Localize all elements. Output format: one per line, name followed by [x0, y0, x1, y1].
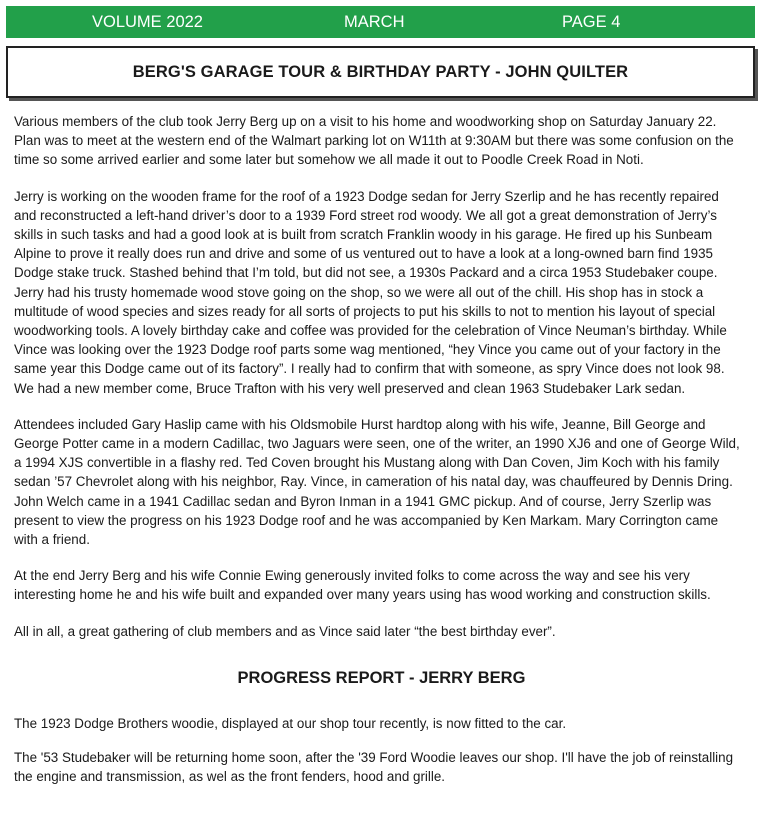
article-title: BERG'S GARAGE TOUR & BIRTHDAY PARTY - JOHN QUILTER [132, 62, 629, 81]
article-paragraph-4: At the end Jerry Berg and his wife Connie Ewing generously invited folks to come across the way and see his very interesting home he and his wife built and expanded over many years using has wood working and construction skills. [14, 568, 711, 603]
progress-paragraph-1: The 1923 Dodge Brothers woodie, displayed at our shop tour recently, is now fitted to the car. [14, 716, 567, 732]
article-body [14, 112, 744, 787]
section-title-progress-report: PROGRESS REPORT - JERRY BERG [237, 668, 526, 687]
article-paragraph-1: Various members of the club took Jerry Berg up on a visit to his home and woodworking shop on Saturday January 22. Plan was to meet at the western end of the Walmart parking lot on W11th at 9:30AM but there was some confusion on the time so some arrived earlier and some later but somehow we all made it out to Poodle Creek Road in Noti. [14, 114, 734, 168]
article-paragraph-5: All in all, a great gathering of club members and as Vince said later “the best birthday ever”. [14, 623, 556, 639]
article-paragraph-2: Jerry is working on the wooden frame for the roof of a 1923 Dodge sedan for Jerry Szerlip and he has recently repaired and reconstructed a left-hand driver’s door to a 1939 Ford street rod woody. We all got a great demonstration of Jerry’s skills in such tasks and had a good look at is built from scratch Franklin woody in his garage. He fired up his Sunbeam Alpine to prove it really does run and drive and some of us ventured out to have a look at a long-owned barn find 1935 Dodge stake truck. Stashed behind that I’m told, but did not see, a 1930s Packard and a circa 1953 Studebaker coupe. Jerry had his trusty homemade wood stove going on the shop, so we were all out of the chill. His shop has in stock a multitude of wood species and sizes ready for all sorts of projects to put his skills to not to mention his layout of special woodworking tools. A lovely birthday cake and coffee was provided for the celebration of Vince Neuman’s birthday. While Vince was looking over the 1923 Dodge roof parts some wag mentioned, “hey Vince you came out of your factory in the same year this Dodge came out of its factory”. I really had to confirm that with someone, as spry Vince does not look 98. We had a new member come, Bruce Trafton with his very well preserved and clean 1963 Studebaker Lark sedan. [14, 188, 727, 396]
volume-label: VOLUME 2022 [92, 13, 203, 31]
article-title-box [6, 46, 755, 98]
page-header-bar [6, 6, 755, 38]
progress-paragraph-2: The '53 Studebaker will be returning home soon, after the '39 Ford Woodie leaves our shop. I'll have the job of reinstalling the engine and transmission, as wel as the front fenders, hood and grille. [14, 750, 734, 785]
month-label: MARCH [344, 13, 405, 31]
article-paragraph-3: Attendees included Gary Haslip came with his Oldsmobile Hurst hardtop along with his wife, Jeanne, Bill George and George Potter came in a modern Cadillac, two Jaguars were seen, one of the writer, an 1990 XJ6 and one of George Wild, a 1994 XJS convertible in a flashy red. Ted Coven brought his Mustang along with Dan Coven, Jim Koch with his family sedan ’57 Chevrolet along with his neighbor, Ray. Vince, in cameration of his natal day, was chauffeured by Dennis Dring. John Welch came in a 1941 Cadillac sedan and Byron Inman in a 1941 GMC pickup. And of course, Jerry Szerlip was present to view the progress on his 1923 Dodge roof and he was accompanied by Ken Markam. Mary Corrington came with a friend. [14, 416, 740, 548]
page-number-label: PAGE 4 [562, 13, 621, 31]
